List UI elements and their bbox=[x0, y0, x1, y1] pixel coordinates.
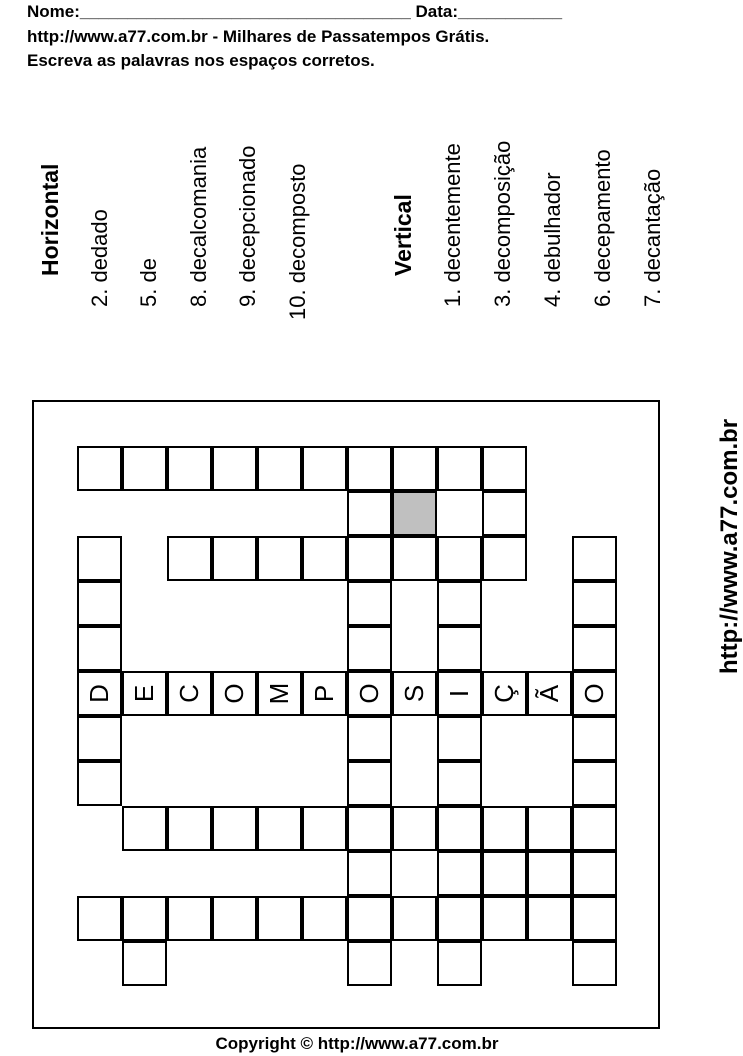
grid-cell[interactable] bbox=[482, 851, 527, 896]
grid-cell[interactable] bbox=[572, 851, 617, 896]
cell-letter: M bbox=[264, 682, 294, 705]
grid-cell[interactable] bbox=[167, 446, 212, 491]
grid-cell[interactable] bbox=[77, 626, 122, 671]
instructions: Escreva as palavras nos espaços corretos. bbox=[27, 51, 375, 70]
cell-letter: D bbox=[84, 684, 114, 703]
grid-cell[interactable] bbox=[347, 671, 392, 716]
grid-cell[interactable] bbox=[527, 806, 572, 851]
grid-cell[interactable] bbox=[257, 806, 302, 851]
grid-cell[interactable] bbox=[392, 896, 437, 941]
copyright: Copyright © http://www.a77.com.br bbox=[215, 1034, 499, 1053]
grid-cell[interactable] bbox=[572, 581, 617, 626]
cell-letter: Ã bbox=[534, 684, 564, 703]
clue-horizontal-5: 5. de bbox=[136, 258, 161, 307]
cell-letter: S bbox=[399, 684, 429, 703]
side-url: http://www.a77.com.br bbox=[716, 418, 743, 674]
grid-cell[interactable] bbox=[122, 446, 167, 491]
grid-cell[interactable] bbox=[572, 806, 617, 851]
cell-letter: I bbox=[444, 689, 474, 698]
grid-cell[interactable] bbox=[482, 671, 527, 716]
grid-cell[interactable] bbox=[437, 671, 482, 716]
grid-cell[interactable] bbox=[437, 446, 482, 491]
name-date-line: Nome:___________________________________ Data:___________ bbox=[27, 2, 563, 21]
shaded-cell[interactable] bbox=[392, 491, 437, 536]
grid-cell[interactable] bbox=[212, 896, 257, 941]
grid-cell[interactable] bbox=[77, 671, 122, 716]
grid-cell[interactable] bbox=[392, 806, 437, 851]
grid-cell[interactable] bbox=[122, 806, 167, 851]
grid-cell[interactable] bbox=[122, 671, 167, 716]
grid-cell[interactable] bbox=[347, 896, 392, 941]
grid-cell[interactable] bbox=[77, 581, 122, 626]
grid-cell[interactable] bbox=[527, 671, 572, 716]
grid-cell[interactable] bbox=[572, 896, 617, 941]
grid-cell[interactable] bbox=[482, 806, 527, 851]
grid-cell[interactable] bbox=[347, 626, 392, 671]
clue-horizontal-2: 2. dedado bbox=[87, 209, 112, 307]
grid-cell[interactable] bbox=[302, 806, 347, 851]
grid-cell[interactable] bbox=[482, 896, 527, 941]
clue-vertical-6: 6. decepamento bbox=[590, 149, 615, 307]
grid-cell[interactable] bbox=[572, 761, 617, 806]
grid-cell[interactable] bbox=[392, 671, 437, 716]
grid-cell[interactable] bbox=[302, 536, 347, 581]
grid-cell[interactable] bbox=[482, 491, 527, 536]
grid-cell[interactable] bbox=[437, 851, 482, 896]
grid-cell[interactable] bbox=[482, 446, 527, 491]
grid-cell[interactable] bbox=[482, 536, 527, 581]
vertical-title: Vertical bbox=[390, 194, 416, 276]
grid-cell[interactable] bbox=[302, 896, 347, 941]
grid-cell[interactable] bbox=[437, 716, 482, 761]
grid-cell[interactable] bbox=[347, 806, 392, 851]
grid-cell[interactable] bbox=[437, 581, 482, 626]
grid-cell[interactable] bbox=[527, 851, 572, 896]
grid-cell[interactable] bbox=[212, 806, 257, 851]
grid-cell[interactable] bbox=[77, 716, 122, 761]
grid-cell[interactable] bbox=[392, 536, 437, 581]
grid-cell[interactable] bbox=[167, 896, 212, 941]
grid-cell[interactable] bbox=[437, 536, 482, 581]
site-line: http://www.a77.com.br - Milhares de Passatempos Grátis. bbox=[27, 27, 490, 46]
grid-cell[interactable] bbox=[77, 896, 122, 941]
grid-cell[interactable] bbox=[572, 671, 617, 716]
grid-cell[interactable] bbox=[347, 851, 392, 896]
grid-cell[interactable] bbox=[437, 761, 482, 806]
grid-cell[interactable] bbox=[167, 536, 212, 581]
grid-cell[interactable] bbox=[347, 716, 392, 761]
grid-cell[interactable] bbox=[527, 896, 572, 941]
grid-cell[interactable] bbox=[572, 941, 617, 986]
grid-cell[interactable] bbox=[347, 536, 392, 581]
grid-cell[interactable] bbox=[347, 491, 392, 536]
clue-vertical-3: 3. decomposição bbox=[490, 140, 515, 307]
grid-cell[interactable] bbox=[167, 806, 212, 851]
grid-cell[interactable] bbox=[212, 671, 257, 716]
grid-cell[interactable] bbox=[257, 446, 302, 491]
grid-cell[interactable] bbox=[302, 671, 347, 716]
cell-letter: E bbox=[129, 684, 159, 703]
clue-vertical-4: 4. debulhador bbox=[540, 172, 565, 307]
grid-cell[interactable] bbox=[347, 446, 392, 491]
grid-cell[interactable] bbox=[392, 446, 437, 491]
grid-cell[interactable] bbox=[302, 446, 347, 491]
grid-cell[interactable] bbox=[347, 581, 392, 626]
grid-cell[interactable] bbox=[257, 896, 302, 941]
grid-cell[interactable] bbox=[167, 671, 212, 716]
grid-cell[interactable] bbox=[212, 536, 257, 581]
grid-cell[interactable] bbox=[347, 761, 392, 806]
grid-cell[interactable] bbox=[572, 716, 617, 761]
cell-letter: O bbox=[579, 683, 609, 704]
cell-letter: P bbox=[309, 684, 339, 703]
clue-vertical-7: 7. decantação bbox=[640, 168, 665, 307]
grid-cell[interactable] bbox=[572, 626, 617, 671]
cell-letter: O bbox=[219, 683, 249, 704]
grid-cell[interactable] bbox=[77, 761, 122, 806]
clue-horizontal-8: 8. decalcomania bbox=[186, 146, 211, 307]
grid-cell[interactable] bbox=[122, 941, 167, 986]
grid-cell[interactable] bbox=[122, 896, 167, 941]
grid-cell[interactable] bbox=[257, 671, 302, 716]
cell-letter: O bbox=[354, 683, 384, 704]
grid-cell[interactable] bbox=[437, 896, 482, 941]
grid-cell[interactable] bbox=[212, 446, 257, 491]
grid-cell[interactable] bbox=[437, 626, 482, 671]
grid-cell[interactable] bbox=[437, 941, 482, 986]
grid-cell[interactable] bbox=[437, 806, 482, 851]
clue-vertical-1: 1. decentemente bbox=[440, 143, 465, 307]
grid-cell[interactable] bbox=[347, 941, 392, 986]
cell-letter: Ç bbox=[489, 684, 519, 703]
grid-cell[interactable] bbox=[77, 536, 122, 581]
grid-cell[interactable] bbox=[77, 446, 122, 491]
clue-horizontal-9: 9. decepcionado bbox=[235, 145, 260, 307]
cell-letter: C bbox=[174, 684, 204, 703]
grid-cell[interactable] bbox=[572, 536, 617, 581]
clue-horizontal-10: 10. decomposto bbox=[285, 163, 310, 320]
horizontal-title: Horizontal bbox=[37, 163, 63, 276]
grid-cell[interactable] bbox=[257, 536, 302, 581]
